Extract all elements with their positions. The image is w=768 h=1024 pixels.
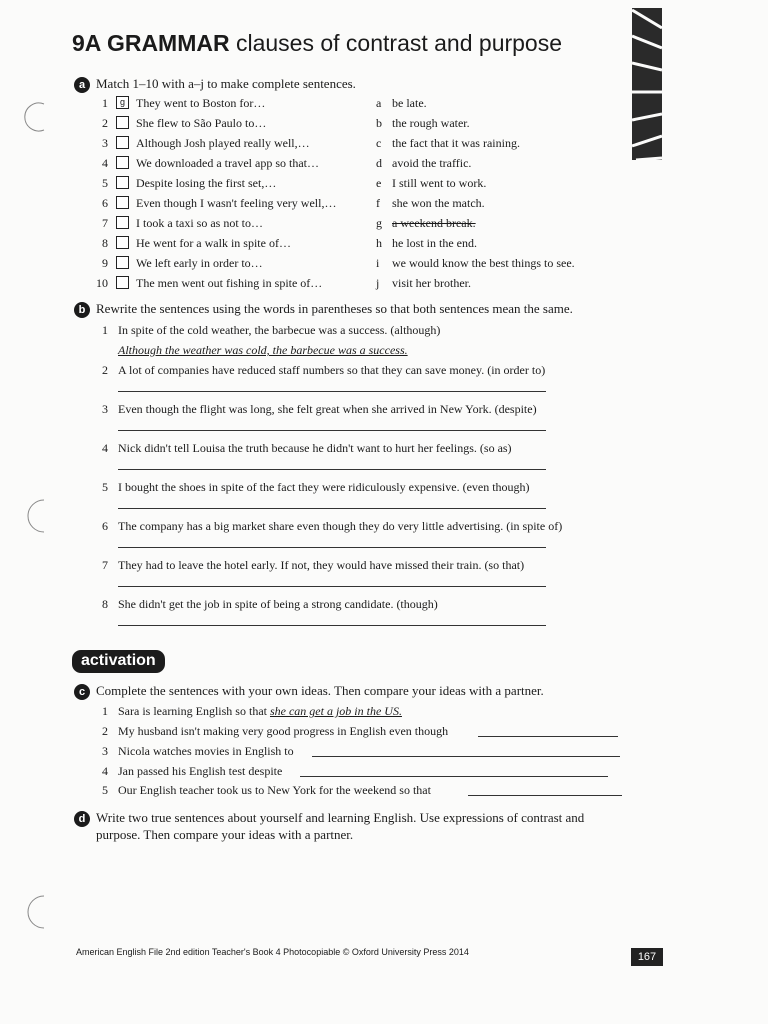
lesson-topic: clauses of contrast and purpose — [235, 30, 563, 56]
ending-letter: g — [376, 216, 382, 230]
ending-letter: d — [376, 156, 382, 170]
item-text: Despite losing the first set,… — [136, 176, 277, 190]
ending-letter: b — [376, 116, 382, 130]
answer-box[interactable] — [116, 116, 129, 129]
rewrite-prompt: The company has a big market share even though they do very little advertising. (in spite of) — [118, 519, 563, 533]
answer-box[interactable] — [116, 176, 129, 189]
exercise-b-badge: b — [74, 302, 90, 318]
ending-text: she won the match. — [392, 196, 485, 210]
item-number: 8 — [102, 236, 108, 250]
sentence-start: Nicola watches movies in English to — [118, 744, 294, 758]
item-number: 2 — [102, 724, 108, 738]
item-number: 10 — [96, 276, 108, 290]
item-number: 1 — [102, 704, 108, 718]
answer-box[interactable] — [116, 156, 129, 169]
sentence-start: Jan passed his English test despite — [118, 764, 283, 778]
answer-box[interactable] — [116, 196, 129, 209]
answer-box[interactable] — [116, 256, 129, 269]
answer-box[interactable] — [116, 136, 129, 149]
item-number: 8 — [102, 597, 108, 611]
example-answer: Although the weather was cold, the barbecue was a success. — [118, 343, 408, 357]
item-number: 6 — [102, 519, 108, 533]
exercise-a-badge: a — [74, 77, 90, 93]
ending-text-crossed-out: a weekend break. — [392, 216, 476, 230]
answer-line[interactable] — [300, 776, 608, 777]
rewrite-prompt: She didn't get the job in spite of being a strong candidate. (though) — [118, 597, 438, 611]
ending-text: I still went to work. — [392, 176, 487, 190]
answer-line[interactable] — [312, 756, 620, 757]
ending-text: be late. — [392, 96, 427, 110]
ending-letter: j — [376, 276, 380, 290]
answer-box[interactable]: g — [116, 96, 129, 109]
exercise-d-instruction-line2: purpose. Then compare your ideas with a partner. — [96, 827, 354, 842]
exercise-c-instruction: Complete the sentences with your own ideas. Then compare your ideas with a partner. — [96, 683, 544, 698]
item-number: 2 — [102, 363, 108, 377]
answer-box[interactable] — [116, 216, 129, 229]
item-number: 1 — [102, 323, 108, 337]
rewrite-prompt: I bought the shoes in spite of the fact they were ridiculously expensive. (even though) — [118, 480, 530, 494]
footer-copyright: American English File 2nd edition Teacher's Book 4 Photocopiable © Oxford University Press 2014 — [76, 947, 469, 957]
ending-text: the rough water. — [392, 116, 470, 130]
example-answer: she can get a job in the US. — [269, 704, 402, 718]
item-number: 9 — [102, 256, 108, 270]
item-text: She flew to São Paulo to… — [136, 116, 267, 130]
rewrite-prompt: In spite of the cold weather, the barbecue was a success. (although) — [118, 323, 441, 337]
item-number: 4 — [102, 441, 108, 455]
rewrite-prompt: A lot of companies have reduced staff numbers so that they can save money. (in order to) — [118, 363, 546, 377]
item-text: They went to Boston for… — [136, 96, 266, 110]
answer-line[interactable] — [118, 625, 546, 626]
answer-line[interactable] — [118, 430, 546, 431]
ending-text: he lost in the end. — [392, 236, 477, 250]
punch-hole-icon — [14, 892, 48, 932]
item-text: I took a taxi so as not to… — [136, 216, 263, 230]
completion-sentence — [118, 704, 402, 719]
punch-hole-icon — [14, 496, 48, 536]
item-number: 3 — [102, 402, 108, 416]
item-number: 5 — [102, 783, 108, 797]
ending-letter: i — [376, 256, 380, 270]
punch-hole-icon — [14, 100, 48, 134]
exercise-d-badge: d — [74, 811, 90, 827]
ending-letter: e — [376, 176, 382, 190]
item-text: We left early in order to… — [136, 256, 263, 270]
item-number: 3 — [102, 744, 108, 758]
rewrite-prompt: Even though the flight was long, she felt great when she arrived in New York. (despite) — [118, 402, 537, 416]
sentence-start: Our English teacher took us to New York for the weekend so that — [118, 783, 431, 797]
answer-box[interactable] — [116, 236, 129, 249]
ending-letter: h — [376, 236, 382, 250]
answer-line[interactable] — [118, 586, 546, 587]
answer-line[interactable] — [478, 736, 618, 737]
exercise-c-badge: c — [74, 684, 90, 700]
item-text: Although Josh played really well,… — [136, 136, 310, 150]
item-number: 1 — [102, 96, 108, 110]
ending-text: the fact that it was raining. — [392, 136, 520, 150]
item-number: 3 — [102, 136, 108, 150]
rewrite-prompt: Nick didn't tell Louisa the truth because he didn't want to hurt her feelings. (so as) — [118, 441, 512, 455]
ending-text: visit her brother. — [392, 276, 471, 290]
rewrite-prompt: They had to leave the hotel early. If not, they would have missed their train. (so that) — [118, 558, 525, 572]
exercise-b-instruction: Rewrite the sentences using the words in parentheses so that both sentences mean the same. — [96, 301, 573, 316]
page-title — [72, 30, 562, 57]
page-number: 167 — [631, 948, 663, 966]
item-number: 4 — [102, 764, 108, 778]
answer-line[interactable] — [118, 469, 546, 470]
ending-letter: a — [376, 96, 382, 110]
ending-text: we would know the best things to see. — [392, 256, 575, 270]
decorative-sunburst-graphic — [632, 8, 662, 160]
item-number: 5 — [102, 480, 108, 494]
item-number: 4 — [102, 156, 108, 170]
item-number: 6 — [102, 196, 108, 210]
ending-letter: c — [376, 136, 382, 150]
activation-label: activation — [72, 650, 165, 673]
item-text: We downloaded a travel app so that… — [136, 156, 319, 170]
sentence-start: My husband isn't making very good progress in English even though — [118, 724, 449, 738]
item-text: The men went out fishing in spite of… — [136, 276, 323, 290]
answer-line[interactable] — [468, 795, 622, 796]
answer-box[interactable] — [116, 276, 129, 289]
lesson-code: 9A GRAMMAR — [72, 30, 230, 56]
ending-letter: f — [376, 196, 380, 210]
exercise-d-instruction-line1: Write two true sentences about yourself and learning English. Use expressions of contrast and — [96, 810, 585, 825]
exercise-a-instruction: Match 1–10 with a–j to make complete sentences. — [96, 76, 356, 91]
answer-line[interactable] — [118, 547, 546, 548]
item-text: Even though I wasn't feeling very well,… — [136, 196, 337, 210]
ending-text: avoid the traffic. — [392, 156, 472, 170]
item-number: 2 — [102, 116, 108, 130]
sentence-start: Sara is learning English so that — [118, 704, 267, 718]
item-number: 7 — [102, 216, 108, 230]
answer-line[interactable] — [118, 391, 546, 392]
item-number: 7 — [102, 558, 108, 572]
item-text: He went for a walk in spite of… — [136, 236, 291, 250]
item-number: 5 — [102, 176, 108, 190]
answer-line[interactable] — [118, 508, 546, 509]
